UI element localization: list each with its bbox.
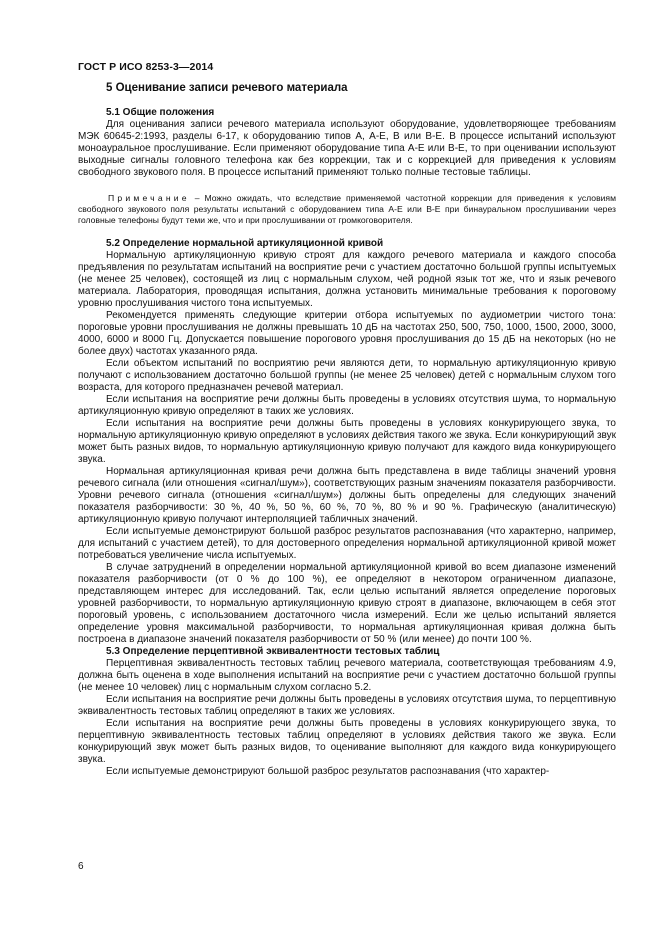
note [78,193,616,226]
paragraph: Если испытания на восприятие речи должны быть проведены в условиях отсутствия шума, то перцептивную эквивалентность тестовых таблиц определяют в таких же условиях. [78,694,616,717]
paragraph: Если испытуемые демонстрируют большой разброс результатов распознавания (что характер- [106,766,550,777]
paragraph: Нормальную артикуляционную кривую строят для каждого речевого материала и каждого способа предъявления по результатам испытаний на восприятие речи с участием достаточно большой группы испытуемых (не менее 25 человек), состоящей из лиц с нормальным слухом, чей родной язык тот же, что и язык речевого материала. Лаборатория, проводящая испытания, должна установить минимальные требования к пороговому уровню прослушивания чистого тона испытуемых. [78,250,616,309]
document-body [78,80,616,778]
note-text: – Можно ожидать, что вследствие применяемой частотной коррекции для приведения к условиям свободного звукового поля результаты испытаний с оборудованием типа А-Е или В-Е при бинауральном прослушивании через головные телефоны будут теми же, что и при прослушивании от громкоговорителя. [78,193,616,225]
paragraph: Если объектом испытаний по восприятию речи являются дети, то нормальную артикуляционную кривую получают с использованием достаточно большой группы (не менее 25 человек) детей с нормальным слухом того возраста, для которого предназначен речевой материал. [78,358,616,393]
paragraph: В случае затруднений в определении нормальной артикуляционной кривой во всем диапазоне изменений показателя разборчивости (от 0 % до 100 %), ее определяют в некотором ограниченном диапазоне, представляющем интерес для исследований. Так, если целью испытаний является определение пороговых уровней разборчивости, то нормальную артикуляционную кривую строят в диапазоне, включающем в себя этот пороговый уровень, с использованием достаточного числа измерений. Если же целью испытаний является определение уровня максимальной разборчивости, то нормальная артикуляционная кривая должна быть построена в диапазоне значений показателя разборчивости от 50 % (или менее) до почти 100 %. [78,562,616,645]
paragraph: Нормальная артикуляционная кривая речи должна быть представлена в виде таблицы значений уровня речевого сигнала (или отношения «сигнал/шум»), соответствующих разным значениям показателя разборчивости. Уровни речевого сигнала (отношения «сигнал/шум») должны быть определены для следующих значений показателя разборчивости: 30 %, 40 %, 50 %, 60 %, 70 %, 80 % и 90 %. Графическую (аналитическую) артикуляционную кривую получают интерполяцией табличных значений. [78,466,616,525]
paragraph: Если испытания на восприятие речи должны быть проведены в условиях отсутствия шума, то нормальную артикуляционную кривую определяют в таких же условиях. [78,394,616,417]
paragraph: Если испытания на восприятие речи должны быть проведены в условиях конкурирующего звука, то перцептивную эквивалентность тестовых таблиц определяют в условиях действия такого же звука. Если конкурирующий звук может быть разных видов, то оценивание выполняют для каждого вида конкурирующего звука. [78,718,616,765]
section-5-title: 5 Оценивание записи речевого материала [106,82,348,94]
paragraph: Рекомендуется применять следующие критерии отбора испытуемых по аудиометрии чистого тона: пороговые уровни прослушивания не должны превышать 10 дБ на частотах 250, 500, 750, 1000, 1500, 2000, 3000, 4000, 6000 и 8000 Гц. Допускается повышение порогового уровня прослушивания до 15 дБ на некоторых (но не более двух) частотах указанного ряда. [78,310,616,357]
paragraph: Если испытуемые демонстрируют большой разброс результатов распознавания (что характерно, например, для испытаний с участием детей), то для достоверного определения нормальной артикуляционной кривой может потребоваться увеличение числа испытуемых. [78,526,616,561]
note-label: Примечание [108,193,190,203]
page-number: 6 [78,861,84,872]
paragraph: Перцептивная эквивалентность тестовых таблиц речевого материала, соответствующая требованиям 4.9, должна быть оценена в ходе выполнения испытаний на восприятие речи с участием достаточно большой группы (не менее 10 человек) лиц с нормальным слухом согласно 5.2. [78,658,616,693]
paragraph: Для оценивания записи речевого материала используют оборудование, удовлетворяющее требованиям МЭК 60645-2:1993, разделы 6-17, к оборудованию типов А, А-Е, В или В-Е. В процессе испытаний используют моноауральное прослушивание. Если применяют оборудование типа А-Е или В-Е, то при оценивании используют выходные сигналы головного телефона как без коррекции, так и с коррекцией для приведения к условиям свободного звукового поля. В процессе испытаний применяют только полные тестовые таблицы. [78,119,616,178]
document-header: ГОСТ Р ИСО 8253-3—2014 [78,61,214,73]
paragraph: Если испытания на восприятие речи должны быть проведены в условиях конкурирующего звука, то нормальную артикуляционную кривую определяют в условиях действия такого же звука. Если конкурирующий звук может быть разных видов, то нормальную артикуляционную кривую получают для каждого вида конкурирующего звука. [78,418,616,465]
section-5-2-title: 5.2 Определение нормальной артикуляционной кривой [106,238,384,249]
section-5-3-title: 5.3 Определение перцептивной эквивалентности тестовых таблиц [106,646,440,657]
section-5-1-title: 5.1 Общие положения [106,107,215,118]
